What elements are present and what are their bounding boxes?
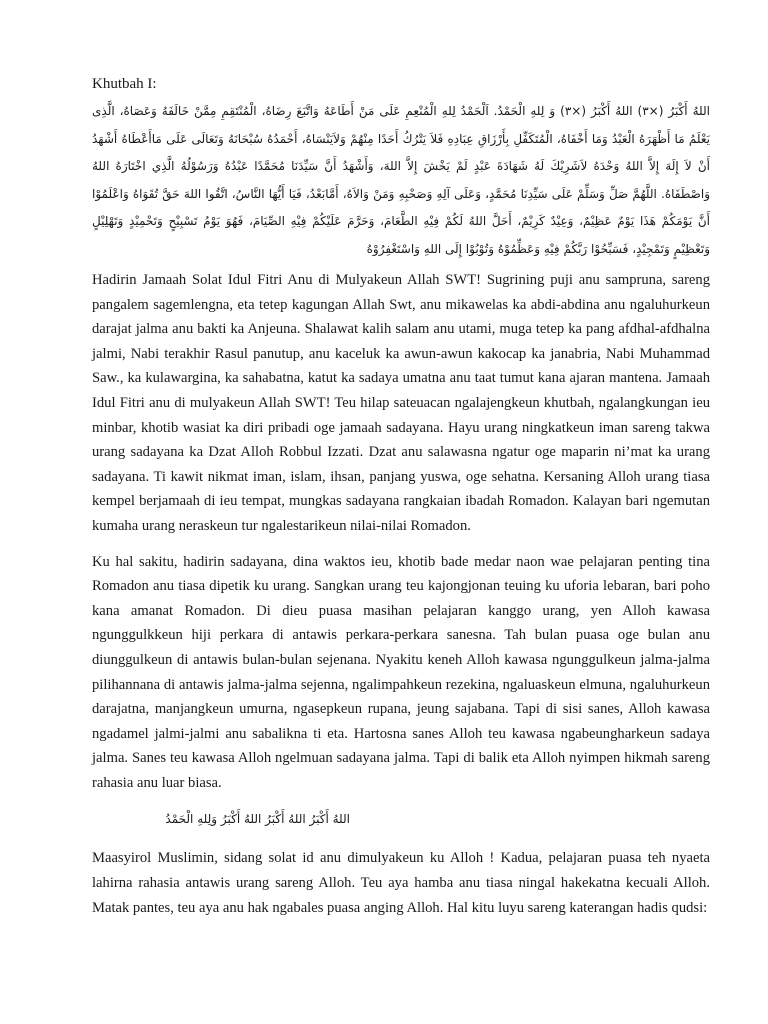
arabic-takbir-line: اللهُ أَكْبَرُ اللهُ أَكْبَرُ اللهُ أَكْبَرُ وَلِلهِ الْحَمْدُ bbox=[165, 812, 350, 827]
paragraph-1: Hadirin Jamaah Solat Idul Fitri Anu di Mulyakeun Allah SWT! Sugrining puji anu sampruna, sareng pangalem sagemlengna, eta tetep kagungan Allah Swt, anu mikawelas ka abdi-abdina anu ngaluhurkeun darajat jalma anu bakti ka Anjeuna. Shalawat kalih salam anu utami, muga tetep ka pang afdhal-afdhalna jalmi, Nabi terakhir Rasul panutup, anu kaceluk ka awun-awun kakocap ka janabria, Nabi Muhammad Saw., ka kulawargina, ka sahabatna, katut ka sadaya umatna anu taat tumut kana ajaran mantena. Jamaah Idul Fitri anu di mulyakeun Allah SWT! Teu hilap sateuacan ngalajengkeun khutbah, ngalangkungan ieu minbar, khotib wasiat ka diri pribadi oge jamaah sadayana. Hayu urang ningkatkeun iman sareng takwa urang sadayana ka Dzat Alloh Robbul Izzati. Dzat anu salawasna ngatur oge maparin ni’mat ka urang sadayana. Ti kawit nikmat iman, islam, ihsan, panjang yuswa, oge sehatna. Kersaning Alloh urang tiasa kempel berjamaah di ieu tempat, mungkas sadayana rangkaian ibadah Romadon. Kalayan bari ngemutan kumaha urang neraskeun tur ngalestarikeun nilai-nilai Romadon. bbox=[92, 272, 710, 534]
arabic-opening-text: اللهُ أَكْبَرُ (×٣) اللهُ أَكْبَرُ (×٣) وَ لِلهِ الْحَمْدُ. اَلْحَمْدُ لِلهِ الْمُنْعِمِ عَلَى مَنْ أَطَاعَهُ وَاتَّبَعَ رِضَاهُ، الْمُنْتَقِمِ مِمَّنْ خَالَفَهُ وَعَصَاهُ، الَّذِى يَعْلَمُ مَا أَظْهَرَهُ الْعَبْدُ وَمَا أَخْفَاهُ، الْمُتَكَفِّلِ بِأَرْزَاقِ عِبَادِهِ فَلاَ يَتْرُكُ أَحَدًا مِنْهُمْ وَلاَيَنْسَاهُ، أَحْمَدُهُ سُبْحَانَهُ وَتَعَالَى عَلَى مَاأَعْطَاهُ أَشْهَدُ أَنْ لاَ إِلَهَ إِلاَّ اللهُ وَحْدَهُ لاَشَرِيْكَ لَهُ شَهَادَةَ عَبْدٍ لَمْ يَخْشَ إِلاَّ اللهَ، وَأَشْهَدُ أَنَّ سَيِّدَنَا مُحَمَّدًا عَبْدُهُ وَرَسُوْلُهُ الَّذِي اخْتَارَهُ اللهُ وَاصْطَفَاهُ. اللَّهُمَّ صَلِّ وَسَلِّمْ عَلَى سَيِّدِنَا مُحَمَّدٍ، وَعَلَى آلِهِ وَصَحْبِهِ وَمَنْ وَالاَهُ، أَمَّابَعْدُ، فَيَا أَيُّهَا النَّاسُ، اتَّقُوا اللهَ حَقَّ تُقَوَاهُ وَاعْلَمُوْا أَنَّ يَوْمَكُمْ هَذَا يَوْمٌ عَظِيْمٌ، وَعِيْدٌ كَرِيْمٌ، أَحَلَّ اللهُ لَكُمْ فِيْهِ الطَّعَامَ، وَحَرَّمَ عَلَيْكُمْ فِيْهِ الصِّيَامَ، فَهُوَ يَوْمُ تَسْبِيْحٍ وَتَحْمِيْدٍ وَتَهْلِيْلٍ وَتَعْظِيْمٍ وَتَمْجِيْدٍ، فَسَبِّحُوْا رَبَّكُمْ فِيْهِ وَعَظِّمُوْهُ وَتُوْبُوْا إِلَى اللهِ وَاسْتَغْفِرُوْهُ bbox=[92, 104, 710, 256]
khutbah-heading: Khutbah I: bbox=[92, 76, 157, 92]
paragraph-3: Maasyirol Muslimin, sidang solat id anu dimulyakeun ku Alloh ! Kadua, pelajaran puasa teh nyaeta lahirna rahasia antawis urang sareng Alloh. Teu aya hamba anu tiasa ningal hakekatna kecuali Alloh. Matak pantes, teu aya anu hak ngabales puasa anging Alloh. Hal kitu luyu sareng katerangan hadis qudsi: bbox=[92, 850, 710, 916]
paragraph-2: Ku hal sakitu, hadirin sadayana, dina waktos ieu, khotib bade medar naon wae pelajaran penting tina Romadon anu tiasa dipetik ku urang. Sangkan urang teu kajongjonan teuing ku uforia lebaran, bari poho kana amanat Romadon. Di dieu puasa masihan pelajaran kanggo urang, yen Alloh kawasa ngunggulkkeun hiji perkara di antawis perkara-perkara sanesna. Tah bulan puasa oge bulan anu diunggulkeun di antawis bulan-bulan sejenana. Nyakitu keneh Alloh kawasa ngunggulkeun jalma-jalma pilihannana di antawis jalma-jalma sejenna, ngalimpahkeun rezekina, ngaluaskeun elmuna, ngaluhurkeun darajatna, manjangkeun umurna, ngasepkeun rupana, jeung sajabana. Tapi di sisi sanes, Alloh kawasa ngadamel jalmi-jalmi anu sabalikna ti eta. Hartosna sanes Alloh teu kawasa ngabeungharkeun sadaya jalma. Sanes teu kawasa Alloh ngelmuan sadayana jalma. Tapi di balik eta Alloh nyimpen hikmah sareng rahasia anu luar biasa. bbox=[92, 553, 710, 791]
